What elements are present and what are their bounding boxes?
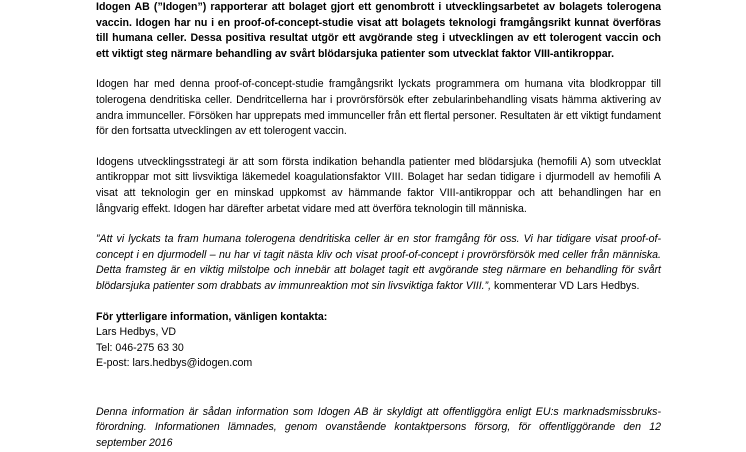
body-paragraph-strategy: Idogens utvecklingsstrategi är att som första indikation behandla patienter med blödarsjuka (hemofili A) som utvecklat antikroppar mot sitt livsviktiga läkemedel koagulationsfaktor VIII. Bolaget har sedan tidigare i djurmodell av hemofili A visat att teknologin ger en minskad uppkomst av hämmande faktor VIII-antikroppar och att behandlingen har en långvarig effekt. Idogen har därefter arbetat vidare med att överföra teknologin till människa.: [96, 155, 661, 215]
contact-phone: Tel: 046-275 63 30: [96, 341, 184, 354]
regulatory-disclaimer: Denna information är sådan information som Idogen AB är skyldigt att offentliggöra enligt EU:s marknadsmissbruksförordning. Informationen lämnades, genom ovanstående kontaktpersons försorg, för offentliggörande den 12 september 2016: [96, 405, 661, 450]
contact-section: [96, 310, 661, 372]
press-release-page: [96, 0, 661, 452]
contact-heading: För ytterligare information, vänligen kontakta:: [96, 310, 328, 323]
lead-paragraph: Idogen AB (”Idogen”) rapporterar att bolaget gjort ett genombrott i utvecklingsarbetet av bolagets tolerogena vaccin. Idogen har nu i en proof-of-concept-studie visat att bolagets teknologi framgångsrikt kunnat överföras till humana celler. Dessa positiva resultat utgör ett avgörande steg i utvecklingen av ett tolerogent vaccin och ett viktigt steg närmare behandling av svårt blödarsjuka patienter som utvecklat faktor VIII-antikroppar.: [96, 1, 661, 60]
contact-name: Lars Hedbys, VD: [96, 326, 177, 339]
body-paragraph-study: Idogen har med denna proof-of-concept-studie framgångsrikt lyckats programmera om humana vita blodkroppar till tolerogena dendritiska celler. Dendritcellerna har i provrörsförsök efter zebularinbehandling visats hämma aktivering av andra immunceller. Försöken har upprepats med immunceller från ett flertal personer. Resultaten är ett viktigt fundament för den fortsatta utvecklingen av ett tolerogent vaccin.: [96, 78, 661, 138]
ceo-quote: ”Att vi lyckats ta fram humana tolerogena dendritiska celler är en stor framgång för oss. Vi har tidigare visat proof-of-concept i en djurmodell – nu har vi tagit nästa kliv och visat proof-of-concept i provrörsförsök med celler från människa. Detta framsteg är en viktig milstolpe och innebär att bolaget tagit ett avgörande steg närmare en behandling för svårt blödarsjuka patienter som drabbats av immunreaktion mot sin livsviktiga faktor VIII.”,: [96, 233, 661, 292]
contact-email: E-post: lars.hedbys@idogen.com: [96, 357, 253, 370]
ceo-quote-paragraph: [96, 232, 661, 294]
quote-attribution: kommenterar VD Lars Hedbys.: [491, 279, 640, 292]
